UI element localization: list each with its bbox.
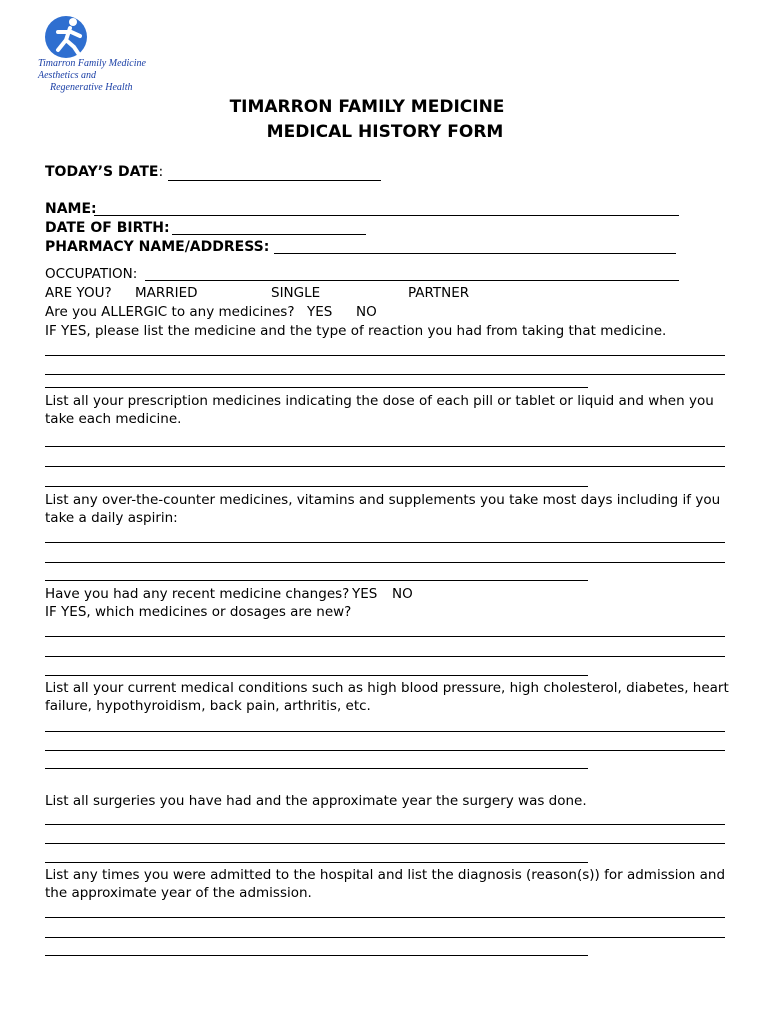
tagline-line-3: Regenerative Health: [50, 82, 133, 93]
tagline-line-2: Aesthetics and: [38, 70, 97, 81]
allergic-list-prompt: IF YES, please list the medicine and the type of reaction you had from taking that medicine.: [45, 323, 667, 339]
allergic-question: Are you ALLERGIC to any medicines?: [45, 304, 295, 320]
allergic-answer-line[interactable]: [45, 387, 588, 388]
form-title-line-1: TIMARRON FAMILY MEDICINE: [229, 97, 505, 117]
hospital-answer-line[interactable]: [45, 937, 725, 938]
changes-answer-line[interactable]: [45, 636, 725, 637]
rx-prompt-line-1: List all your prescription medicines indicating the dose of each pill or tablet or liquid and when you: [45, 393, 714, 409]
pharmacy-label: PHARMACY NAME/ADDRESS:: [45, 239, 270, 255]
conditions-prompt-line-2: failure, hypothyroidism, back pain, arthritis, etc.: [45, 698, 371, 714]
otc-answer-line[interactable]: [45, 542, 725, 543]
hospital-prompt-line-1: List any times you were admitted to the hospital and list the diagnosis (reason(s)) for admission and: [45, 867, 726, 883]
pharmacy-field[interactable]: [274, 253, 676, 254]
surgeries-answer-line[interactable]: [45, 862, 588, 863]
conditions-answer-line[interactable]: [45, 750, 725, 751]
otc-answer-line[interactable]: [45, 580, 588, 581]
single-option[interactable]: SINGLE: [271, 285, 321, 301]
form-title-line-2: MEDICAL HISTORY FORM: [266, 122, 504, 142]
changes-no-option[interactable]: NO: [392, 586, 413, 602]
conditions-answer-line[interactable]: [45, 731, 725, 732]
name-field[interactable]: [94, 215, 679, 216]
name-label: NAME:: [45, 201, 97, 217]
hospital-answer-line[interactable]: [45, 917, 725, 918]
rx-answer-line[interactable]: [45, 486, 588, 487]
allergic-no-option[interactable]: NO: [356, 304, 377, 320]
todays-date-row: [45, 164, 163, 180]
todays-date-field[interactable]: [168, 180, 381, 181]
conditions-prompt-line-1: List all your current medical conditions such as high blood pressure, high cholesterol, diabetes, heart: [45, 680, 729, 696]
changes-answer-line[interactable]: [45, 675, 588, 676]
surgeries-answer-line[interactable]: [45, 843, 725, 844]
surgeries-answer-line[interactable]: [45, 824, 725, 825]
otc-answer-line[interactable]: [45, 562, 725, 563]
surgeries-prompt: List all surgeries you have had and the approximate year the surgery was done.: [45, 793, 587, 809]
changes-question: Have you had any recent medicine changes?: [45, 586, 350, 602]
occupation-label: OCCUPATION:: [45, 266, 138, 282]
rx-answer-line[interactable]: [45, 446, 725, 447]
rx-answer-line[interactable]: [45, 466, 725, 467]
tagline-line-1: Timarron Family Medicine: [38, 58, 146, 69]
todays-date-colon: :: [158, 164, 164, 180]
dob-field[interactable]: [172, 234, 366, 235]
changes-yes-option[interactable]: YES: [352, 586, 378, 602]
runner-globe-logo-icon: [44, 14, 92, 60]
allergic-answer-line[interactable]: [45, 355, 725, 356]
married-option[interactable]: MARRIED: [135, 285, 198, 301]
todays-date-label: TODAY’S DATE: [45, 164, 159, 180]
hospital-prompt-line-2: the approximate year of the admission.: [45, 885, 312, 901]
otc-prompt-line-2: take a daily aspirin:: [45, 510, 178, 526]
allergic-answer-line[interactable]: [45, 374, 725, 375]
changes-which-prompt: IF YES, which medicines or dosages are new?: [45, 604, 352, 620]
are-you-label: ARE YOU?: [45, 285, 112, 301]
changes-answer-line[interactable]: [45, 656, 725, 657]
occupation-field[interactable]: [145, 280, 679, 281]
conditions-answer-line[interactable]: [45, 768, 588, 769]
rx-prompt-line-2: take each medicine.: [45, 411, 182, 427]
hospital-answer-line[interactable]: [45, 955, 588, 956]
partner-option[interactable]: PARTNER: [408, 285, 470, 301]
otc-prompt-line-1: List any over-the-counter medicines, vitamins and supplements you take most days including if you: [45, 492, 721, 508]
allergic-yes-option[interactable]: YES: [307, 304, 333, 320]
dob-label: DATE OF BIRTH:: [45, 220, 170, 236]
